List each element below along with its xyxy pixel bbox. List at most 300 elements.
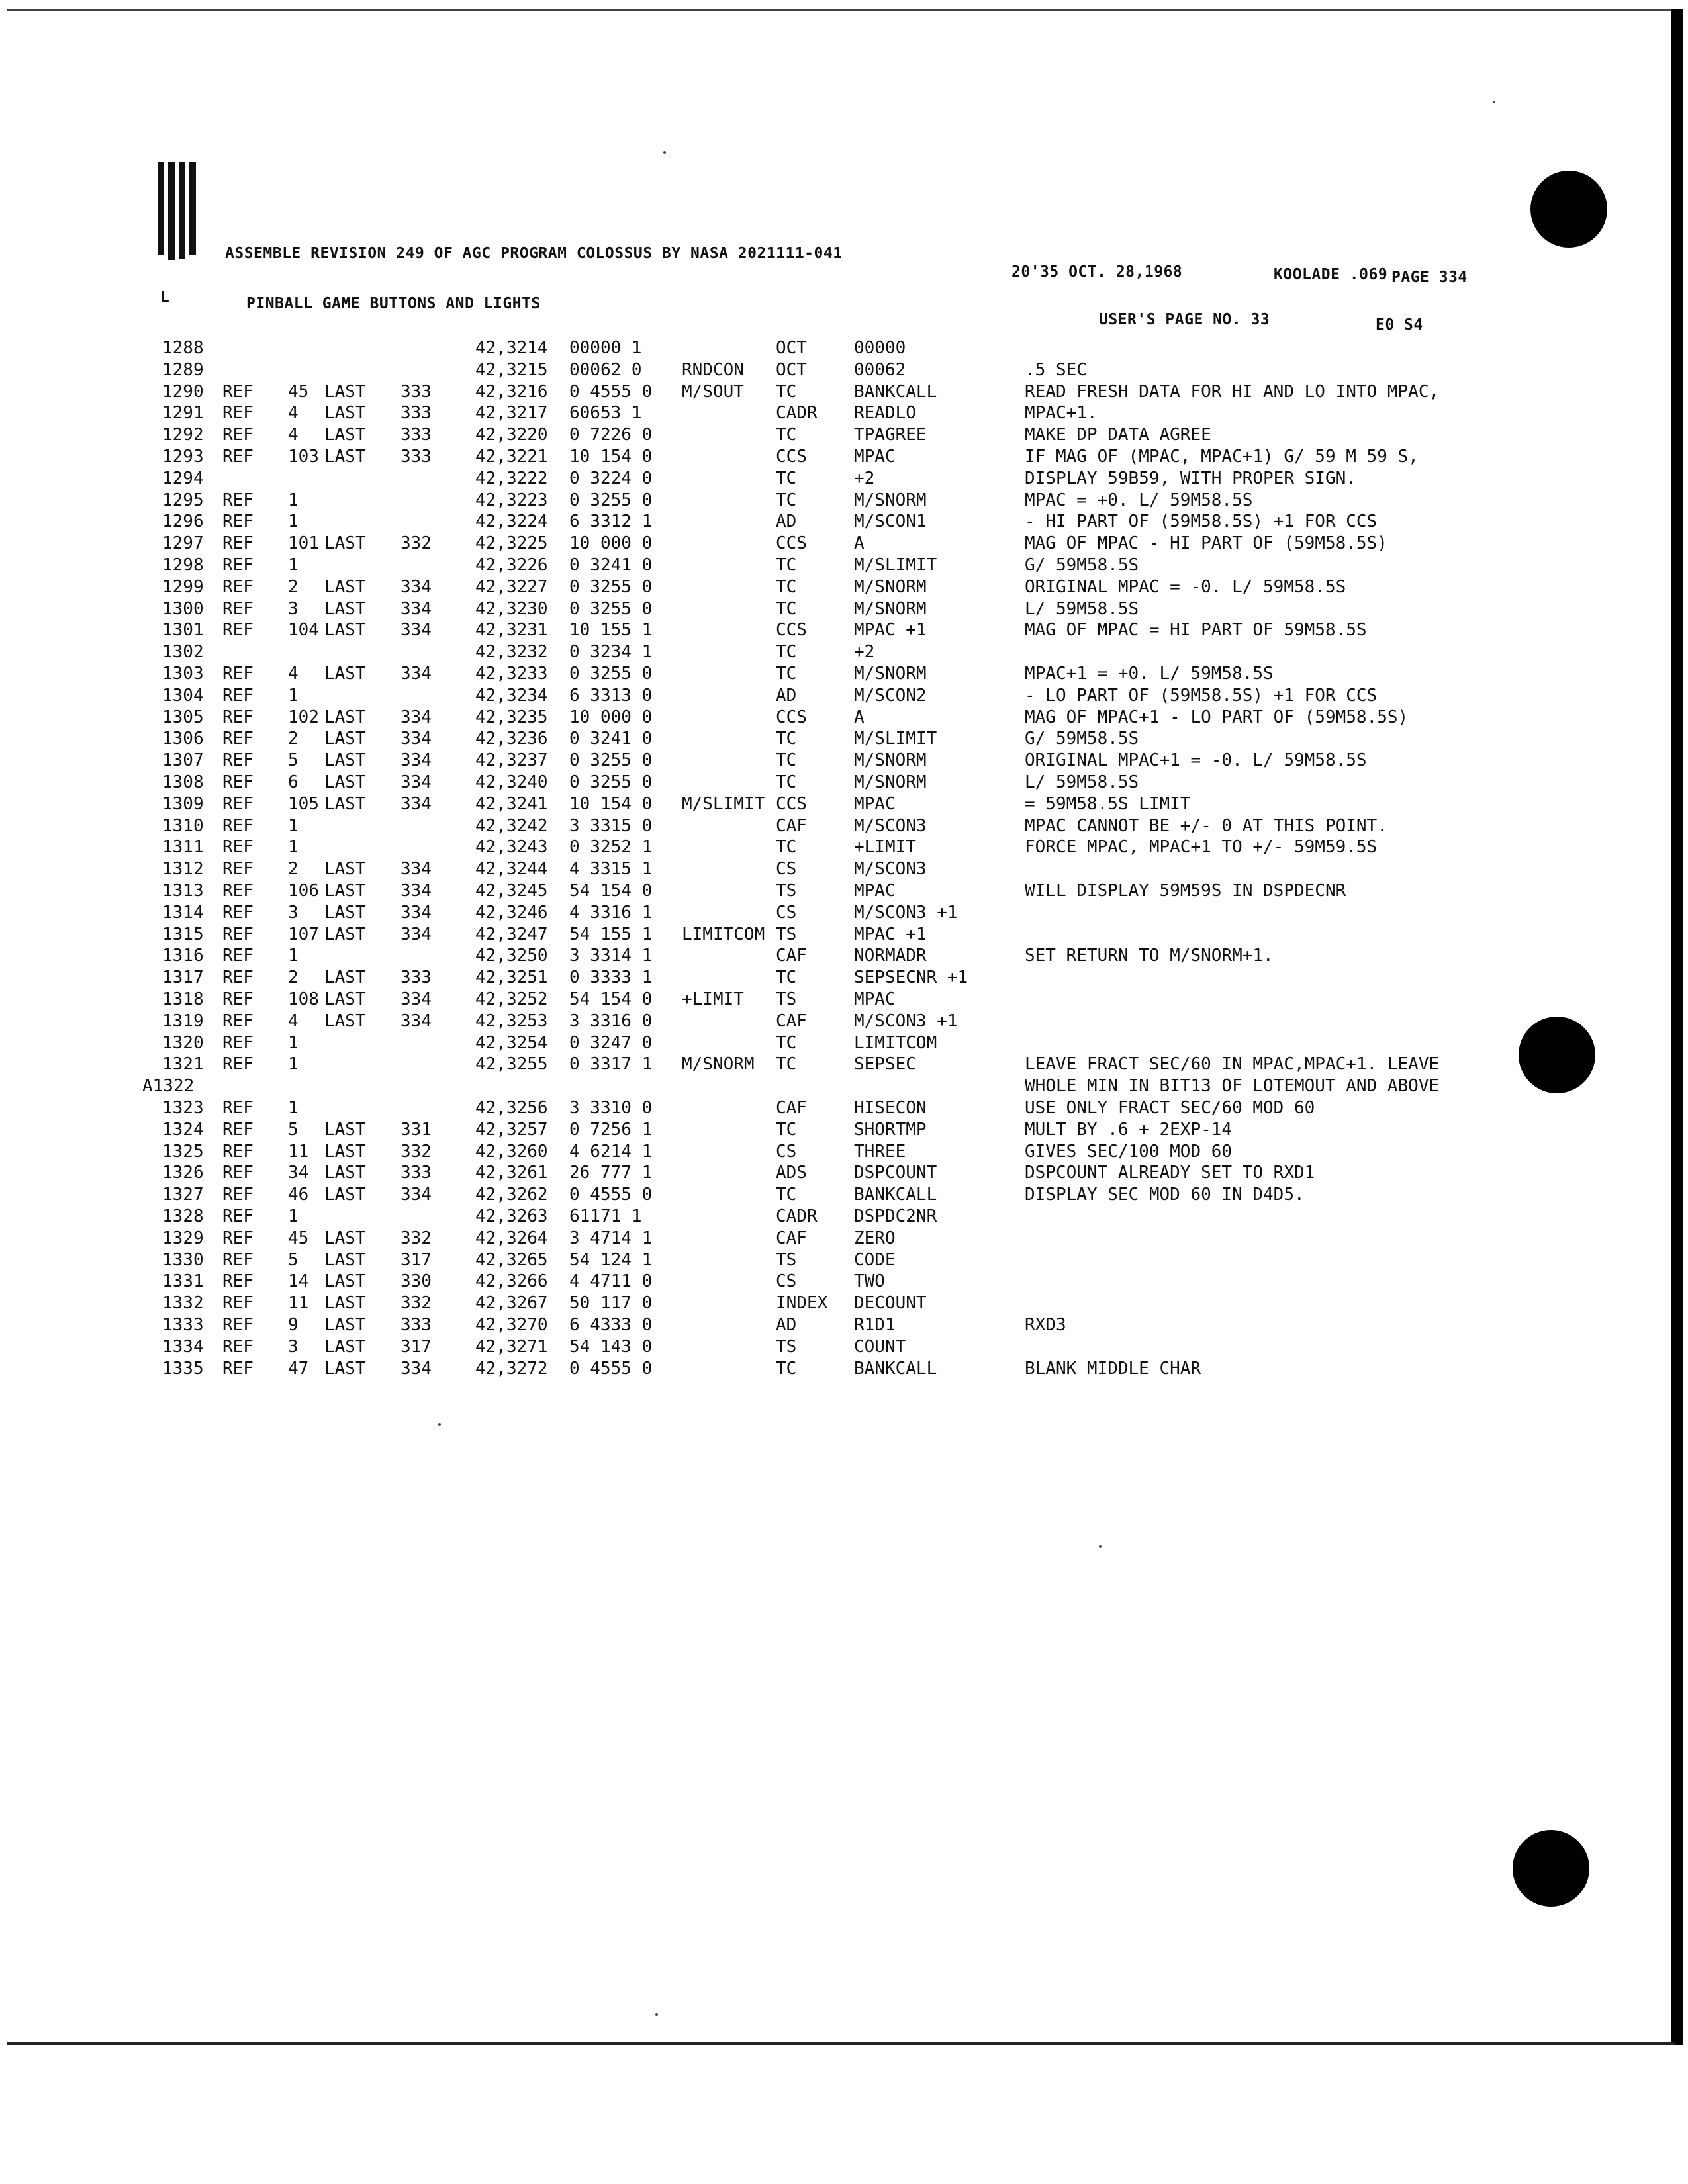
last-page: 334 [400, 664, 432, 684]
ref-count: 102 [288, 707, 319, 727]
operand: MPAC +1 [854, 620, 927, 641]
operand: MPAC [854, 447, 896, 467]
operand: M/SNORM [854, 664, 927, 684]
line-number: 1323 [162, 1098, 204, 1118]
octal-code: 0 3252 1 [569, 837, 653, 858]
last-keyword: LAST [324, 1119, 366, 1140]
listing-row [0, 1228, 1688, 1250]
address: 42,3252 [475, 989, 548, 1009]
opcode: TC [776, 1119, 797, 1140]
ref-keyword: REF [222, 403, 254, 424]
last-page: 333 [400, 1163, 432, 1183]
opcode: TC [776, 642, 797, 662]
ref-count: 3 [288, 598, 299, 619]
last-keyword: LAST [324, 902, 366, 923]
line-number: 1306 [162, 729, 204, 749]
listing-row [0, 468, 1688, 490]
ref-count: 1 [288, 815, 299, 836]
comment: WILL DISPLAY 59M59S IN DSPDECNR [1025, 881, 1346, 901]
comment: MPAC CANNOT BE +/- 0 AT THIS POINT. [1025, 815, 1387, 836]
operand: M/SCON2 [854, 685, 927, 705]
octal-code: 54 154 0 [569, 989, 653, 1009]
ref-keyword: REF [222, 1358, 254, 1379]
octal-code: 10 155 1 [569, 620, 653, 641]
ref-count: 1 [288, 1054, 299, 1075]
operand: DSPCOUNT [854, 1163, 937, 1183]
comment: DISPLAY 59B59, WITH PROPER SIGN. [1025, 468, 1356, 488]
operand: SHORTMP [854, 1119, 927, 1140]
last-page: 334 [400, 620, 432, 641]
ref-count: 2 [288, 729, 299, 749]
symbol-label: M/SLIMIT [682, 794, 765, 814]
comment: RXD3 [1025, 1315, 1066, 1335]
line-number: 1318 [162, 989, 204, 1009]
last-keyword: LAST [324, 598, 366, 619]
opcode: TC [776, 598, 797, 619]
address: 42,3244 [475, 859, 548, 880]
operand: M/SNORM [854, 772, 927, 792]
listing-row [0, 1075, 1688, 1097]
line-number: 1291 [162, 403, 204, 424]
octal-code: 0 3255 0 [569, 664, 653, 684]
ref-keyword: REF [222, 1336, 254, 1357]
ref-count: 4 [288, 664, 299, 684]
comment: BLANK MIDDLE CHAR [1025, 1358, 1201, 1379]
opcode: TC [776, 1358, 797, 1379]
ref-count: 6 [288, 772, 299, 792]
address: 42,3261 [475, 1163, 548, 1183]
ref-count: 4 [288, 1011, 299, 1031]
address: 42,3260 [475, 1141, 548, 1161]
symbol-label: +LIMIT [682, 989, 744, 1009]
address: 42,3250 [475, 946, 548, 966]
operand: M/SCON3 [854, 815, 927, 836]
ref-count: 45 [288, 1228, 309, 1248]
last-page: 331 [400, 1119, 432, 1140]
listing-row [0, 1141, 1688, 1163]
last-page: 333 [400, 447, 432, 467]
operand: SEPSEC [854, 1054, 916, 1075]
operand: BANKCALL [854, 1185, 937, 1205]
operand: 00062 [854, 359, 906, 380]
octal-code: 54 154 0 [569, 881, 653, 901]
last-page: 332 [400, 1228, 432, 1248]
comment: - LO PART OF (59M58.5S) +1 FOR CCS [1025, 685, 1378, 705]
octal-code: 0 7256 1 [569, 1119, 653, 1140]
opcode: OCT [776, 338, 807, 358]
address: 42,3216 [475, 381, 548, 402]
octal-code: 6 3312 1 [569, 512, 653, 532]
listing-row [0, 402, 1688, 424]
last-keyword: LAST [324, 924, 366, 944]
address: 42,3224 [475, 512, 548, 532]
octal-code: 3 3315 0 [569, 815, 653, 836]
operand: TPAGREE [854, 425, 927, 445]
opcode: TC [776, 1185, 797, 1205]
last-keyword: LAST [324, 881, 366, 901]
address: 42,3243 [475, 837, 548, 858]
address: 42,3240 [475, 772, 548, 792]
last-page: 334 [400, 1185, 432, 1205]
ref-keyword: REF [222, 598, 254, 619]
comment: MAG OF MPAC+1 - LO PART OF (59M58.5S) [1025, 707, 1409, 727]
octal-code: 00062 0 [569, 359, 642, 380]
opcode: CS [776, 902, 797, 923]
octal-code: 6 3313 0 [569, 685, 653, 705]
last-keyword: LAST [324, 1271, 366, 1292]
line-number: 1334 [162, 1336, 204, 1357]
ref-keyword: REF [222, 1032, 254, 1053]
last-page: 333 [400, 381, 432, 402]
operand: M/SNORM [854, 751, 927, 771]
ref-count: 2 [288, 576, 299, 597]
line-number: 1333 [162, 1315, 204, 1335]
ref-keyword: REF [222, 881, 254, 901]
address: 42,3221 [475, 447, 548, 467]
operand: M/SLIMIT [854, 729, 937, 749]
operand: HISECON [854, 1098, 927, 1118]
address: 42,3234 [475, 685, 548, 705]
address: 42,3232 [475, 642, 548, 662]
operand: DSPDC2NR [854, 1206, 937, 1226]
octal-code: 0 3241 0 [569, 729, 653, 749]
opcode: CAF [776, 815, 807, 836]
last-keyword: LAST [324, 751, 366, 771]
ref-keyword: REF [222, 707, 254, 727]
opcode: TC [776, 381, 797, 402]
line-number: 1331 [162, 1271, 204, 1292]
ref-count: 45 [288, 381, 309, 402]
ref-keyword: REF [222, 968, 254, 988]
last-keyword: LAST [324, 403, 366, 424]
opcode: TS [776, 989, 797, 1009]
opcode: CCS [776, 707, 807, 727]
scan-speck [663, 151, 666, 154]
listing-row [0, 381, 1688, 403]
ref-keyword: REF [222, 989, 254, 1009]
octal-code: 10 000 0 [569, 707, 653, 727]
opcode: AD [776, 1315, 797, 1335]
opcode: CAF [776, 1228, 807, 1248]
opcode: INDEX [776, 1293, 828, 1314]
address: 42,3214 [475, 338, 548, 358]
line-number: 1319 [162, 1011, 204, 1031]
symbol-label: M/SNORM [682, 1054, 755, 1075]
octal-code: 4 4711 0 [569, 1271, 653, 1292]
line-number: 1307 [162, 751, 204, 771]
octal-code: 60653 1 [569, 403, 642, 424]
ref-keyword: REF [222, 924, 254, 944]
opcode: CS [776, 859, 797, 880]
address: 42,3255 [475, 1054, 548, 1075]
ref-keyword: REF [222, 1163, 254, 1183]
opcode: CCS [776, 794, 807, 814]
operand: ZERO [854, 1228, 896, 1248]
address: 42,3263 [475, 1206, 548, 1226]
operand: M/SCON1 [854, 512, 927, 532]
operand: CODE [854, 1250, 896, 1270]
last-keyword: LAST [324, 707, 366, 727]
ref-count: 1 [288, 490, 299, 510]
ref-count: 1 [288, 946, 299, 966]
opcode: TC [776, 1032, 797, 1053]
address: 42,3220 [475, 425, 548, 445]
address: 42,3267 [475, 1293, 548, 1314]
listing-row [0, 1119, 1688, 1141]
last-page: 334 [400, 794, 432, 814]
address: 42,3253 [475, 1011, 548, 1031]
opcode: CCS [776, 620, 807, 641]
ref-keyword: REF [222, 664, 254, 684]
line-number: 1316 [162, 946, 204, 966]
address: 42,3265 [475, 1250, 548, 1270]
ref-count: 3 [288, 902, 299, 923]
octal-code: 0 3255 0 [569, 751, 653, 771]
comment: DSPCOUNT ALREADY SET TO RXD1 [1025, 1163, 1315, 1183]
ref-keyword: REF [222, 815, 254, 836]
last-keyword: LAST [324, 1293, 366, 1314]
ref-keyword: REF [222, 1271, 254, 1292]
ref-count: 9 [288, 1315, 299, 1335]
comment: SET RETURN TO M/SNORM+1. [1025, 946, 1274, 966]
operand: SEPSECNR +1 [854, 968, 968, 988]
last-keyword: LAST [324, 1250, 366, 1270]
opcode: TC [776, 664, 797, 684]
line-number: 1289 [162, 359, 204, 380]
address: 42,3223 [475, 490, 548, 510]
bottom-scan-border [7, 2042, 1675, 2045]
line-number: 1297 [162, 533, 204, 554]
line-number: 1313 [162, 881, 204, 901]
line-number: 1290 [162, 381, 204, 402]
comment: LEAVE FRACT SEC/60 IN MPAC,MPAC+1. LEAVE [1025, 1054, 1440, 1075]
ref-keyword: REF [222, 1054, 254, 1075]
last-keyword: LAST [324, 447, 366, 467]
last-keyword: LAST [324, 1011, 366, 1031]
listing-row [0, 685, 1688, 707]
opcode: CCS [776, 447, 807, 467]
opcode: TC [776, 751, 797, 771]
address: 42,3251 [475, 968, 548, 988]
octal-code: 3 3316 0 [569, 1011, 653, 1031]
octal-code: 10 154 0 [569, 447, 653, 467]
last-page: 334 [400, 1011, 432, 1031]
listing-row [0, 794, 1688, 815]
line-number: 1298 [162, 555, 204, 575]
listing-row [0, 707, 1688, 729]
octal-code: 0 3224 0 [569, 468, 653, 488]
ref-keyword: REF [222, 1293, 254, 1314]
opcode: CADR [776, 1206, 818, 1226]
listing-row [0, 619, 1688, 641]
ref-count: 1 [288, 837, 299, 858]
operand: MPAC [854, 881, 896, 901]
listing-row [0, 815, 1688, 837]
ref-count: 2 [288, 859, 299, 880]
address: 42,3236 [475, 729, 548, 749]
listing-row [0, 1206, 1688, 1228]
ref-keyword: REF [222, 1228, 254, 1248]
symbol-label: LIMITCOM [682, 924, 765, 944]
last-keyword: LAST [324, 533, 366, 554]
octal-code: 4 6214 1 [569, 1141, 653, 1161]
comment: MAKE DP DATA AGREE [1025, 425, 1211, 445]
last-page: 334 [400, 751, 432, 771]
operand: R1D1 [854, 1315, 896, 1335]
scan-speck [1493, 101, 1495, 103]
ref-count: 106 [288, 881, 319, 901]
line-number: 1292 [162, 425, 204, 445]
line-number: 1311 [162, 837, 204, 858]
address: 42,3264 [475, 1228, 548, 1248]
octal-code: 4 3315 1 [569, 859, 653, 880]
line-number: 1309 [162, 794, 204, 814]
last-keyword: LAST [324, 1141, 366, 1161]
operand: M/SCON3 [854, 859, 927, 880]
ref-keyword: REF [222, 685, 254, 705]
listing-row [0, 1314, 1688, 1336]
operand: M/SNORM [854, 576, 927, 597]
line-number: 1303 [162, 664, 204, 684]
line-number: 1328 [162, 1206, 204, 1226]
ref-keyword: REF [222, 1250, 254, 1270]
opcode: CAF [776, 946, 807, 966]
print-timestamp: 20'35 OCT. 28,1968 [1011, 263, 1183, 281]
listing-row [0, 989, 1688, 1011]
octal-code: 10 000 0 [569, 533, 653, 554]
comment: FORCE MPAC, MPAC+1 TO +/- 59M59.5S [1025, 837, 1378, 858]
address: 42,3262 [475, 1185, 548, 1205]
opcode: OCT [776, 359, 807, 380]
listing-row [0, 902, 1688, 924]
symbol-label: M/SOUT [682, 381, 744, 402]
last-page: 334 [400, 881, 432, 901]
last-page: 334 [400, 772, 432, 792]
last-keyword: LAST [324, 729, 366, 749]
ref-count: 5 [288, 1250, 299, 1270]
address: 42,3233 [475, 664, 548, 684]
last-page: 333 [400, 1315, 432, 1335]
address: 42,3257 [475, 1119, 548, 1140]
last-page: 334 [400, 729, 432, 749]
listing-row [0, 880, 1688, 902]
last-page: 332 [400, 533, 432, 554]
ref-count: 103 [288, 447, 319, 467]
listing-row [0, 1054, 1688, 1075]
comment: MPAC+1 = +0. L/ 59M58.5S [1025, 664, 1274, 684]
last-keyword: LAST [324, 381, 366, 402]
line-number: 1302 [162, 642, 204, 662]
opcode: TS [776, 1250, 797, 1270]
eo-code: E0 S4 [1376, 316, 1423, 334]
address: 42,3231 [475, 620, 548, 641]
ref-count: 5 [288, 1119, 299, 1140]
comment: USE ONLY FRACT SEC/60 MOD 60 [1025, 1098, 1315, 1118]
listing-row [0, 1184, 1688, 1206]
section-title: PINBALL GAME BUTTONS AND LIGHTS [246, 295, 541, 312]
comment: L/ 59M58.5S [1025, 772, 1139, 792]
koolade-version: KOOLADE .069 [1274, 266, 1388, 283]
ref-count: 1 [288, 512, 299, 532]
address: 42,3245 [475, 881, 548, 901]
ref-keyword: REF [222, 946, 254, 966]
line-number: 1335 [162, 1358, 204, 1379]
opcode: AD [776, 685, 797, 705]
listing-row [0, 576, 1688, 598]
opcode: TC [776, 490, 797, 510]
line-number: 1308 [162, 772, 204, 792]
last-page: 334 [400, 707, 432, 727]
line-number: 1329 [162, 1228, 204, 1248]
opcode: TC [776, 968, 797, 988]
line-number: 1332 [162, 1293, 204, 1314]
octal-code: 0 3255 0 [569, 598, 653, 619]
address: 42,3256 [475, 1098, 548, 1118]
ref-count: 101 [288, 533, 319, 554]
ref-keyword: REF [222, 490, 254, 510]
opcode: CADR [776, 403, 818, 424]
line-number: 1327 [162, 1185, 204, 1205]
address: 42,3230 [475, 598, 548, 619]
listing-row [0, 837, 1688, 858]
last-page: 317 [400, 1250, 432, 1270]
listing-row [0, 424, 1688, 446]
listing-row [0, 1336, 1688, 1358]
listing-row [0, 1358, 1688, 1380]
ref-count: 108 [288, 989, 319, 1009]
line-number: 1317 [162, 968, 204, 988]
octal-code: 3 3310 0 [569, 1098, 653, 1118]
line-number: A1322 [142, 1076, 195, 1097]
address: 42,3272 [475, 1358, 548, 1379]
opcode: TC [776, 772, 797, 792]
ref-count: 1 [288, 1206, 299, 1226]
octal-code: 54 155 1 [569, 924, 653, 944]
last-page: 334 [400, 924, 432, 944]
ref-keyword: REF [222, 1315, 254, 1335]
operand: M/SNORM [854, 490, 927, 510]
comment: MAG OF MPAC = HI PART OF 59M58.5S [1025, 620, 1367, 641]
listing-row [0, 945, 1688, 967]
address: 42,3266 [475, 1271, 548, 1292]
octal-code: 0 4555 0 [569, 381, 653, 402]
address: 42,3270 [475, 1315, 548, 1335]
scan-speck [655, 2013, 658, 2016]
last-page: 334 [400, 989, 432, 1009]
operand: A [854, 533, 865, 554]
last-page: 332 [400, 1141, 432, 1161]
operand: LIMITCOM [854, 1032, 937, 1053]
operand: BANKCALL [854, 1358, 937, 1379]
comment: G/ 59M58.5S [1025, 729, 1139, 749]
ref-keyword: REF [222, 837, 254, 858]
opcode: TC [776, 729, 797, 749]
comment: = 59M58.5S LIMIT [1025, 794, 1191, 814]
operand: 00000 [854, 338, 906, 358]
address: 42,3215 [475, 359, 548, 380]
last-page: 334 [400, 598, 432, 619]
scan-speck [1099, 1545, 1102, 1548]
comment: G/ 59M58.5S [1025, 555, 1139, 575]
octal-code: 0 7226 0 [569, 425, 653, 445]
last-page: 317 [400, 1336, 432, 1357]
ref-count: 3 [288, 1336, 299, 1357]
octal-code: 0 3255 0 [569, 576, 653, 597]
line-number: 1294 [162, 468, 204, 488]
octal-code: 4 3316 1 [569, 902, 653, 923]
octal-code: 54 124 1 [569, 1250, 653, 1270]
ref-keyword: REF [222, 1011, 254, 1031]
